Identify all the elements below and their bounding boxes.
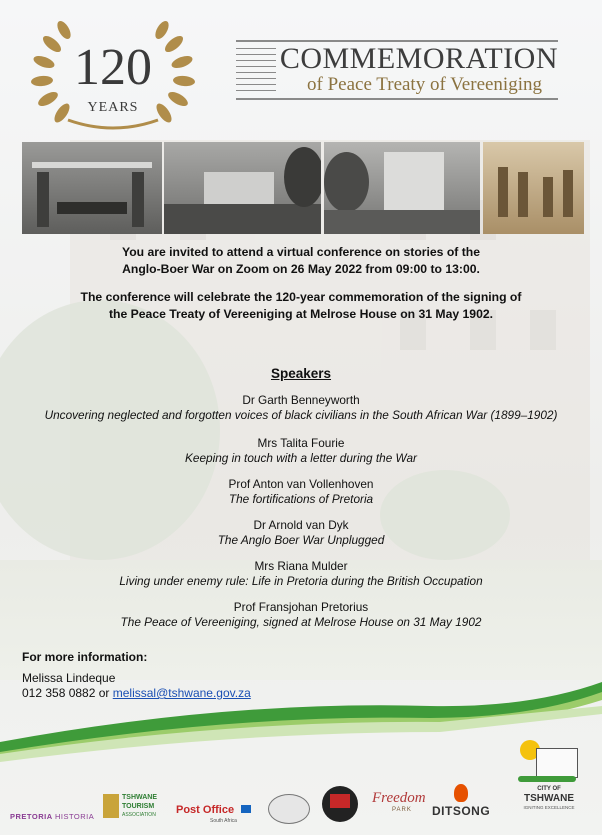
speaker-name: Prof Fransjohan Pretorius (233, 600, 369, 614)
green-swoosh-decoration (0, 670, 602, 770)
speaker-entry (0, 436, 602, 466)
contact-name: Melissa Lindeque (22, 671, 116, 685)
tshwane-tourism-text-b: TOURISM (122, 803, 155, 810)
pretoria-historia-text-b: HISTORIA (54, 812, 95, 821)
city-hall-icon (536, 748, 578, 778)
tshwane-tourism-logo (103, 792, 165, 822)
invite-paragraph (0, 244, 602, 277)
speaker-talk: The fortifications of Pretoria (228, 492, 374, 506)
event-title (236, 40, 558, 100)
contact-email-link[interactable]: melissal@tshwane.gov.za (112, 686, 251, 700)
speaker-name: Dr Garth Benneyworth (242, 393, 360, 407)
speaker-name: Mrs Riana Mulder (254, 559, 348, 573)
pretoria-historia-logo (10, 812, 94, 821)
speaker-talk: Keeping in touch with a letter during the War (185, 451, 417, 465)
speaker-name: Dr Arnold van Dyk (253, 518, 349, 532)
flame-icon (454, 784, 468, 802)
tshwane-tourism-text-a: TSHWANE (122, 794, 157, 801)
speaker-talk: Living under enemy rule: Life in Pretoria during the British Occupation (119, 574, 483, 588)
city-text-b: TSHWANE (524, 793, 574, 804)
pretoria-historia-text-a: PRETORIA (10, 812, 53, 821)
ditsong-text: DITSONG (432, 804, 491, 818)
speaker-entry (0, 477, 602, 507)
logo-years: YEARS (87, 100, 139, 115)
post-office-sub: South Africa (210, 818, 237, 824)
speaker-entry (0, 559, 602, 589)
city-text-c: IGNITING EXCELLENCE (523, 805, 575, 810)
speaker-talk: The Anglo Boer War Unplugged (217, 533, 385, 547)
logo-number: 120 (74, 39, 152, 96)
tshwane-tourism-text-c: ASSOCIATION (122, 812, 156, 818)
photo-interior (22, 142, 162, 234)
museum-seal-icon (322, 786, 358, 822)
page-subtitle: of Peace Treaty of Vereeniging (307, 74, 542, 95)
photo-melrose-house (164, 142, 321, 234)
freedom-park-logo (372, 790, 426, 813)
invite-line: You are invited to attend a virtual conference on stories of the (121, 245, 481, 259)
city-swoosh-icon (518, 776, 576, 782)
contact-phone: 012 358 0882 or (22, 686, 113, 700)
invite-line: The conference will celebrate the 120-year commemoration of the signing of (80, 290, 522, 304)
purpose-paragraph (0, 289, 602, 322)
freedom-park-text-a: Freedom (372, 790, 426, 806)
speakers-heading: Speakers (270, 366, 332, 381)
speaker-entry (0, 393, 602, 423)
post-office-icon (241, 805, 251, 813)
speaker-entry (0, 600, 602, 630)
invite-line: the Peace Treaty of Vereeniging at Melrose House on 31 May 1902. (108, 306, 494, 321)
contact-heading: For more information: (22, 650, 148, 664)
heritage-seal-icon (268, 794, 310, 824)
speaker-talk: The Peace of Vereeniging, signed at Melrose House on 31 May 1902 (120, 615, 482, 629)
page-title: COMMEMORATION (279, 42, 558, 75)
speaker-name: Mrs Talita Fourie (257, 436, 345, 450)
tshwane-tourism-icon (103, 794, 119, 818)
post-office-logo (176, 800, 251, 824)
post-office-text: Post Office (176, 804, 235, 816)
ditsong-logo (432, 784, 494, 828)
invite-line: Anglo-Boer War on Zoom on 26 May 2022 from 09:00 to 13:00. (122, 261, 480, 276)
speaker-entry (0, 518, 602, 548)
city-of-tshwane-logo (514, 740, 584, 830)
photo-melrose-gate (324, 142, 480, 234)
partner-logos (0, 770, 602, 835)
city-text-a: CITY OF (537, 786, 561, 792)
freedom-park-text-b: PARK (392, 807, 412, 813)
photo-soldiers (483, 142, 584, 234)
historical-photos-strip (22, 142, 584, 234)
speaker-talk: Uncovering neglected and forgotten voices of black civilians in the South African War (1899–1902) (44, 408, 558, 422)
120-years-logo (28, 12, 198, 132)
speaker-name: Prof Anton van Vollenhoven (228, 477, 374, 491)
